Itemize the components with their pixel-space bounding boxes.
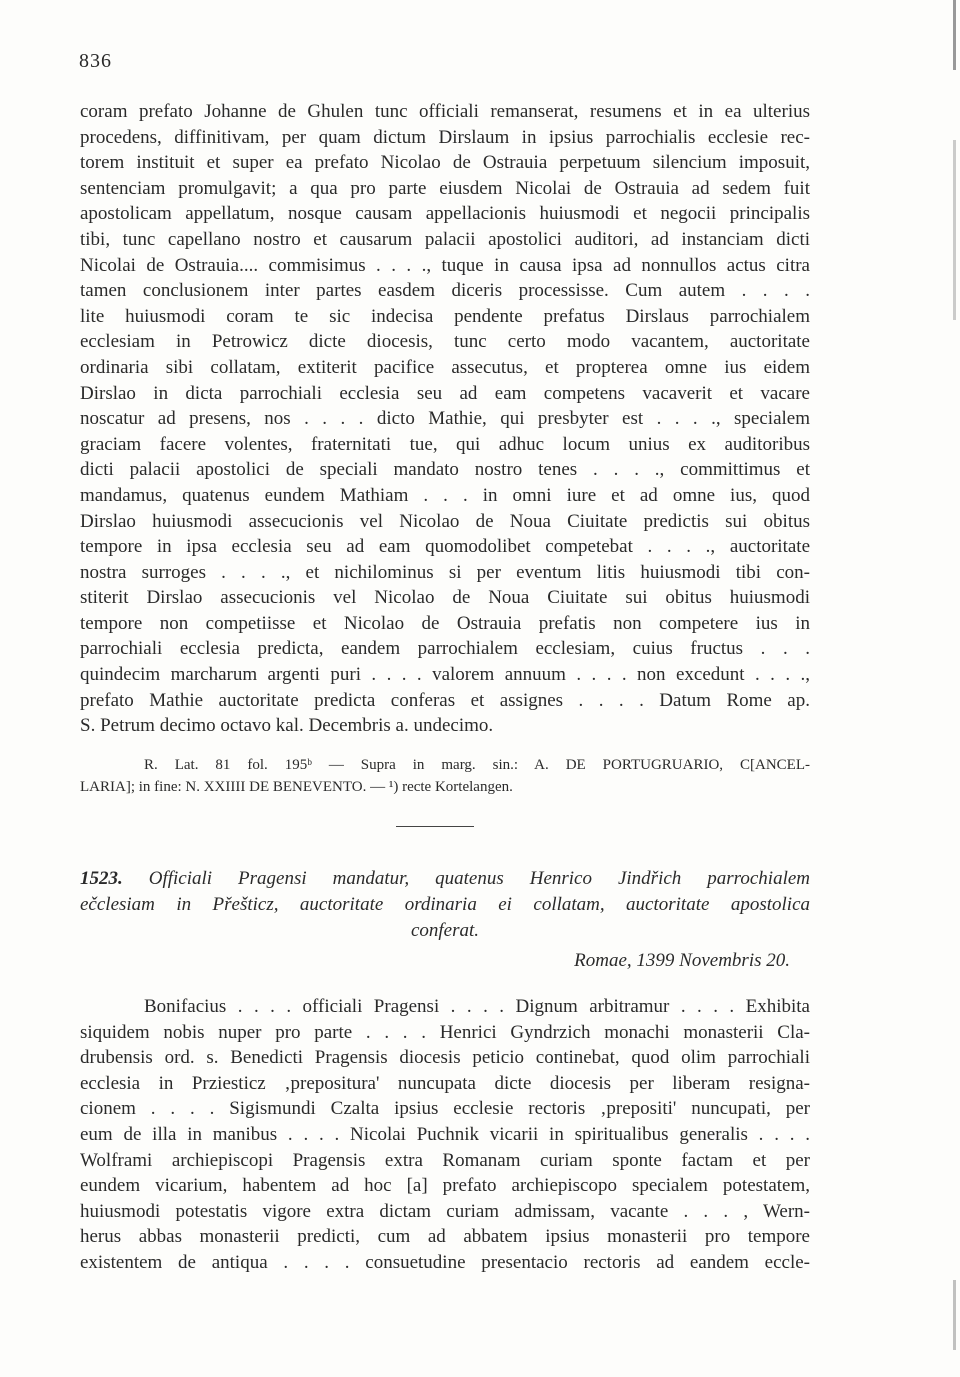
text-line: coram prefato Johanne de Ghulen tunc officiali remanserat, resumens et in ea ulterius bbox=[80, 101, 810, 122]
text-line: Dirslao in dicta parrochiali ecclesia seu ad eam competens vacaverit et vacare bbox=[80, 382, 810, 404]
text-line: procedens, diffinitivam, per quam dictum Dirslaum in ipsius parrochialis ecclesie rec- bbox=[80, 126, 810, 148]
text-line: nostra surroges . . . ., et nichilominus si per eventum litis huiusmodi tibi con- bbox=[80, 561, 810, 583]
text-line: huiusmodi potestatis vigore extra dictam curiam admissam, vacante . . . , Wern- bbox=[80, 1200, 810, 1222]
text-line: tibi, tunc capellano nostro et causarum palacii apostolici auditori, ad instanciam dicti bbox=[80, 228, 810, 250]
margin-scan-mark bbox=[953, 1280, 956, 1350]
text-line: siquidem nobis nuper pro parte . . . . Henrici Gyndrzich monachi monasterii Cla- bbox=[80, 1021, 810, 1043]
text-line: S. Petrum decimo octavo kal. Decembris a. undecimo. bbox=[80, 715, 494, 737]
text-line: lite huiusmodi coram te sic indecisa pendente prefatus Dirslaus parrochialem bbox=[80, 305, 810, 327]
text-line: Nicolai de Ostrauia.... commisimus . . . ., tuque in causa ipsa ad nonnullos actus citra bbox=[80, 254, 810, 276]
text-line: graciam facere volentes, fraternitati tue, qui adhuc locum unius ex auditoribus bbox=[80, 433, 810, 455]
text-line: stiterit Dirslao assecucionis vel Nicolao de Noua Ciuitate sui obitus huiusmodi bbox=[80, 587, 810, 609]
text-line: torem instituit et super ea prefato Nicolao de Ostrauia perpetuum silencium imposuit, bbox=[80, 152, 810, 174]
text-line: ordinaria sibi collatam, extiterit pacifice assecutus, et propterea omne ius eidem bbox=[80, 356, 810, 378]
text-line: apostolicam appellatum, nosque causam appellacionis huiusmodi et negocii principalis bbox=[80, 203, 810, 225]
text-line: Dirslao huiusmodi assecucionis vel Nicolao de Noua Ciuitate predictis sui obitus bbox=[80, 510, 810, 532]
text-line: eundem vicarium, habentem ad hoc [a] prefato archiepiscopo specialem potestatem, bbox=[80, 1175, 810, 1197]
text-line: cionem . . . . Sigismundi Czalta ipsius ecclesie rectoris ‚prepositi' nuncupati, per bbox=[80, 1098, 810, 1120]
text-line: prefato Mathie auctoritate predicta conferas et assignes . . . . Datum Rome ap. bbox=[80, 689, 810, 711]
letter-body bbox=[80, 994, 810, 1276]
text-line: tempore in ipsa ecclesia seu ad eam quomodolibet competebat . . . ., auctoritate bbox=[80, 536, 810, 558]
source-note bbox=[80, 754, 810, 798]
document-number: 1523. bbox=[80, 868, 123, 889]
text-line: parrochiali ecclesia predicta, eandem parrochialem ecclesiam, cuius fructus . . . bbox=[80, 638, 810, 660]
text-line: eum de illa in manibus . . . . Nicolai Puchnik vicarii in spiritualibus generalis . . . . bbox=[80, 1123, 810, 1145]
text-line: mandamus, quatenus eundem Mathiam . . . in omni iure et ad omne ius, quod bbox=[80, 484, 810, 506]
heading-line: conferat. bbox=[410, 920, 480, 941]
margin-scan-mark bbox=[953, 140, 956, 320]
section-divider bbox=[396, 826, 474, 827]
letter-body-continued bbox=[80, 99, 810, 739]
text-line: quindecim marcharum argenti puri . . . . valorem annuum . . . . non excedunt . . . ., bbox=[80, 664, 810, 686]
text-line: tamen conclusionem inter partes easdem diceris processisse. Cum autem . . . . bbox=[80, 280, 810, 302]
heading-line bbox=[80, 866, 810, 892]
text-line: drubensis ord. s. Benedicti Pragensis diocesis peticio continebat, quod olim parrochiali bbox=[80, 1047, 810, 1069]
text-line: existentem de antiqua . . . . consuetudine presentacio rectoris ad eandem eccle- bbox=[80, 1251, 810, 1273]
text-line: Wolframi archiepiscopi Pragensis extra Romanam curiam sponte factam et per bbox=[80, 1149, 810, 1171]
margin-scan-mark bbox=[953, 0, 956, 70]
note-line: LARIA]; in fine: N. XXIIII DE BENEVENTO. — ¹) recte Kortelangen. bbox=[80, 779, 513, 795]
note-line: R. Lat. 81 fol. 195ᵇ — Supra in marg. sin.: A. DE PORTUGRUARIO, C[ANCEL- bbox=[144, 757, 810, 773]
document-date: Romae, 1399 Novembris 20. bbox=[574, 950, 790, 971]
text-line: herus abbas monasterii predicti, cum ad abbatem ipsius monasterii pro tempore bbox=[80, 1226, 810, 1248]
page-number: 836 bbox=[79, 50, 112, 72]
text-line: sentenciam promulgavit; a qua pro parte eiusdem Nicolai de Ostrauia ad sedem fuit bbox=[80, 177, 810, 199]
text-line: Bonifacius . . . . officiali Pragensi . . . . Dignum arbitramur . . . . Exhibita bbox=[144, 996, 810, 1017]
heading-text: Officiali Pragensi mandatur, quatenus Henrico Jindřich parrochialem bbox=[148, 868, 810, 889]
text-line: noscatur ad presens, nos . . . . dicto Mathie, qui presbyter est . . . ., specialem bbox=[80, 408, 810, 430]
document-heading bbox=[80, 866, 810, 974]
heading-line: ečclesiam in Přešticz, auctoritate ordinaria ei collatam, auctoritate apostolica bbox=[80, 894, 810, 915]
text-line: ecclesiam in Petrowicz dicte diocesis, tunc certo modo vacantem, auctoritate bbox=[80, 331, 810, 353]
text-line: dicti palacii apostolici de speciali mandato nostro tenes . . . ., committimus et bbox=[80, 459, 810, 481]
text-line: tempore non competiisse et Nicolao de Ostrauia prefatis non competere ius in bbox=[80, 612, 810, 634]
text-line: ecclesia in Prziesticz ‚prepositura' nuncupata dicte diocesis per liberam resigna- bbox=[80, 1072, 810, 1094]
